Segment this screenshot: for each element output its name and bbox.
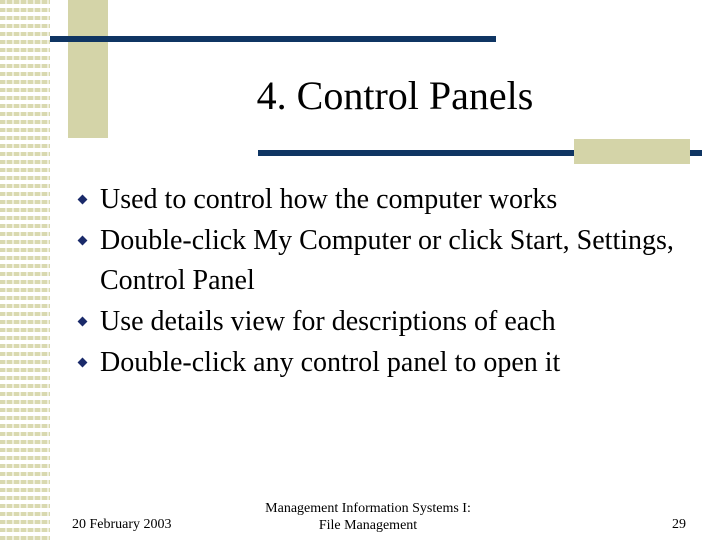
title-rule-top <box>50 36 496 42</box>
decorative-block-right <box>574 139 690 164</box>
footer-course-line2: File Management <box>318 518 418 533</box>
footer-course <box>218 500 518 534</box>
bullet-text: Used to control how the computer works <box>100 184 558 215</box>
decorative-block-left <box>68 0 108 138</box>
diamond-bullet-icon <box>78 317 88 327</box>
footer-course-line1: Management Information Systems I: <box>265 501 471 516</box>
bullet-text: Double-click My Computer or click Start, Settings, Control Panel <box>100 225 674 296</box>
bullet-item <box>76 180 686 220</box>
diamond-bullet-icon <box>78 236 88 246</box>
bullet-list <box>76 180 686 384</box>
bullet-item <box>76 302 686 342</box>
diamond-bullet-icon <box>78 358 88 368</box>
bullet-text: Double-click any control panel to open it <box>100 347 561 378</box>
footer-date: 20 February 2003 <box>72 517 172 532</box>
diamond-bullet-icon <box>78 195 88 205</box>
bullet-text: Use details view for descriptions of each <box>100 306 556 337</box>
bullet-item <box>76 343 686 383</box>
footer-page-number: 29 <box>672 517 686 532</box>
decorative-stripes <box>0 0 50 540</box>
bullet-item <box>76 221 686 301</box>
slide-title: 4. Control Panels <box>256 73 534 118</box>
